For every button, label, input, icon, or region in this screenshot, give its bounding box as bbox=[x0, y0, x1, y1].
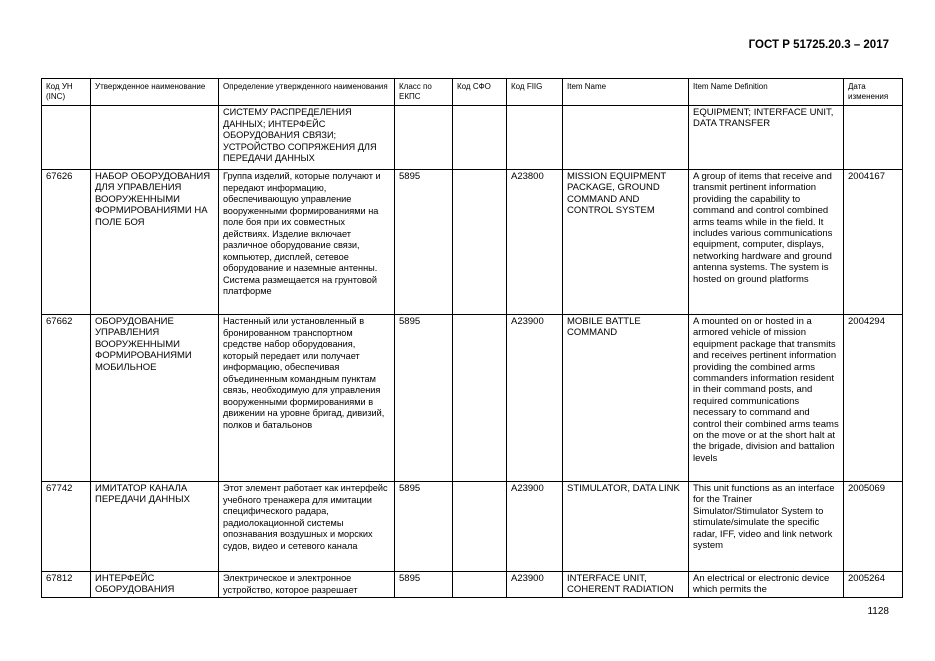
fiig-cell: A23900 bbox=[507, 315, 563, 482]
date-cell: 2004294 bbox=[844, 315, 903, 482]
definition-en-cell: EQUIPMENT; INTERFACE UNIT, DATA TRANSFER bbox=[689, 106, 844, 170]
item-name-cell: MOBILE BATTLE COMMAND bbox=[563, 315, 689, 482]
item-name-cell: MISSION EQUIPMENT PACKAGE, GROUND COMMAND AND CONTROL SYSTEM bbox=[563, 170, 689, 315]
table-row bbox=[42, 170, 903, 315]
sfo-cell bbox=[453, 482, 507, 572]
item-name-cell bbox=[563, 106, 689, 170]
class-cell: 5895 bbox=[395, 315, 453, 482]
definition-ru-cell: Настенный или установленный в бронированном транспортном средстве набор оборудования, который передает или получает информацию, обеспечивая объединенным командным пунктам связь, необходимую для управления вооруженными формированиями в движении на уровне бригад, дивизий, полков и батальонов bbox=[219, 315, 395, 482]
name-ru-cell bbox=[91, 106, 219, 170]
sfo-cell bbox=[453, 572, 507, 598]
table-header-row bbox=[42, 79, 903, 106]
class-cell bbox=[395, 106, 453, 170]
column-header: Item Name Definition bbox=[689, 79, 844, 106]
document-code: ГОСТ Р 51725.20.3 – 2017 bbox=[748, 39, 889, 51]
inc-cell: 67742 bbox=[42, 482, 91, 572]
fiig-cell: A23800 bbox=[507, 170, 563, 315]
table-row bbox=[42, 315, 903, 482]
column-header: Утвержденное наименование bbox=[91, 79, 219, 106]
sfo-cell bbox=[453, 106, 507, 170]
definition-en-cell: An electrical or electronic device which permits the bbox=[689, 572, 844, 598]
fiig-cell: A23900 bbox=[507, 482, 563, 572]
column-header: Код УН (INC) bbox=[42, 79, 91, 106]
item-name-cell: STIMULATOR, DATA LINK bbox=[563, 482, 689, 572]
table-row bbox=[42, 482, 903, 572]
date-cell: 2004167 bbox=[844, 170, 903, 315]
sfo-cell bbox=[453, 170, 507, 315]
definition-ru-cell: Этот элемент работает как интерфейс учебного тренажера для имитации специфического радара, радиолокационной системы опознавания воздушных и морских судов, видео и сетевого канала bbox=[219, 482, 395, 572]
item-name-cell: INTERFACE UNIT, COHERENT RADIATION bbox=[563, 572, 689, 598]
class-cell: 5895 bbox=[395, 170, 453, 315]
definition-en-cell: A group of items that receive and transmit pertinent information providing the capability to command and control combined arms teams while in the field. It includes various communications equipment, computer, displays, networking hardware and ground antenna systems. The system is hosted on ground platforms bbox=[689, 170, 844, 315]
name-ru-cell: НАБОР ОБОРУДОВАНИЯ ДЛЯ УПРАВЛЕНИЯ ВООРУЖЕННЫМИ ФОРМИРОВАНИЯМИ НА ПОЛЕ БОЯ bbox=[91, 170, 219, 315]
name-ru-cell: ИНТЕРФЕЙС ОБОРУДОВАНИЯ bbox=[91, 572, 219, 598]
fiig-cell bbox=[507, 106, 563, 170]
name-ru-cell: ИМИТАТОР КАНАЛА ПЕРЕДАЧИ ДАННЫХ bbox=[91, 482, 219, 572]
class-cell: 5895 bbox=[395, 572, 453, 598]
fiig-cell: A23900 bbox=[507, 572, 563, 598]
definition-ru-cell: Электрическое и электронное устройство, которое разрешает bbox=[219, 572, 395, 598]
class-cell: 5895 bbox=[395, 482, 453, 572]
name-ru-cell: ОБОРУДОВАНИЕ УПРАВЛЕНИЯ ВООРУЖЕННЫМИ ФОРМИРОВАНИЯМИ МОБИЛЬНОЕ bbox=[91, 315, 219, 482]
definition-ru-cell: СИСТЕМУ РАСПРЕДЕЛЕНИЯ ДАННЫХ; ИНТЕРФЕЙС ОБОРУДОВАНИЯ СВЯЗИ; УСТРОЙСТВО СОПРЯЖЕНИЯ ДЛЯ ПЕРЕДАЧИ ДАННЫХ bbox=[219, 106, 395, 170]
table-row bbox=[42, 572, 903, 598]
table-row bbox=[42, 106, 903, 170]
date-cell: 2005264 bbox=[844, 572, 903, 598]
sfo-cell bbox=[453, 315, 507, 482]
definition-en-cell: A mounted on or hosted in a armored vehicle of mission equipment package that transmits and receives pertinent information providing the combined arms commanders information resident in their command posts, and required communications necessary to command and control their combined arms teams on the move or at the short halt at the brigade, division and battalion levels bbox=[689, 315, 844, 482]
column-header: Item Name bbox=[563, 79, 689, 106]
inc-cell: 67662 bbox=[42, 315, 91, 482]
date-cell: 2005069 bbox=[844, 482, 903, 572]
inc-cell: 67626 bbox=[42, 170, 91, 315]
inc-cell: 67812 bbox=[42, 572, 91, 598]
column-header: Код FIIG bbox=[507, 79, 563, 106]
item-names-table bbox=[41, 78, 903, 598]
definition-en-cell: This unit functions as an interface for the Trainer Simulator/Stimulator System to stimulate/simulate the specific radar, IFF, video and link network system bbox=[689, 482, 844, 572]
definition-ru-cell: Группа изделий, которые получают и передают информацию, обеспечивающую управление вооруженными формированиями на поле боя при их совместных действиях. Изделие включает различное оборудование связи, компьютер, дисплей, сетевое оборудование и наземные антенны. Система размещается на грунтовой платформе bbox=[219, 170, 395, 315]
column-header: Определение утвержденного наименования bbox=[219, 79, 395, 106]
inc-cell bbox=[42, 106, 91, 170]
date-cell bbox=[844, 106, 903, 170]
column-header: Класс по ЕКПС bbox=[395, 79, 453, 106]
column-header: Код СФО bbox=[453, 79, 507, 106]
column-header: Дата изменения bbox=[844, 79, 903, 106]
page-number: 1128 bbox=[867, 606, 889, 617]
